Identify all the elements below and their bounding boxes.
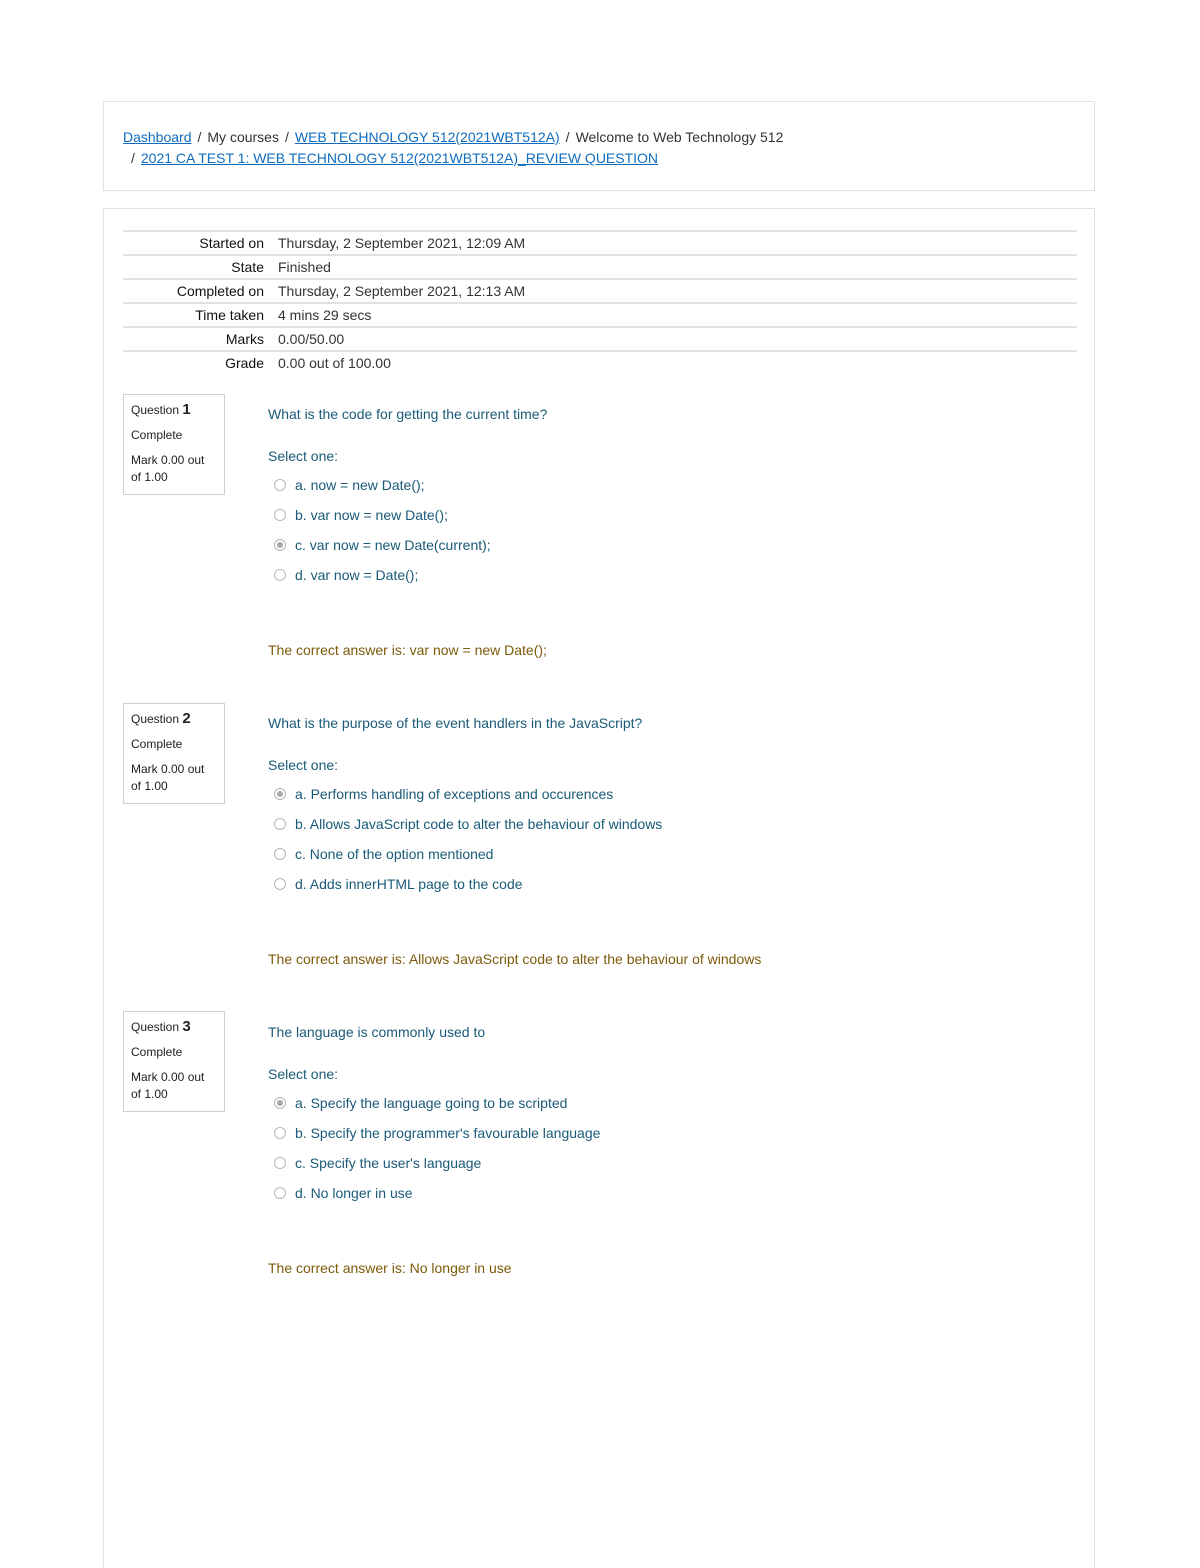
summary-label: State	[231, 259, 264, 275]
answer-options	[268, 470, 1068, 590]
answer-option[interactable]	[268, 809, 1068, 839]
option-label: b. Allows JavaScript code to alter the behaviour of windows	[295, 816, 663, 832]
question-number: Question 3	[131, 1018, 191, 1035]
option-label: b. var now = new Date();	[295, 507, 448, 523]
breadcrumb-dashboard-link[interactable]: Dashboard	[123, 129, 192, 145]
option-label: c. None of the option mentioned	[295, 846, 494, 862]
radio-button[interactable]	[274, 1157, 286, 1169]
option-label: d. var now = Date();	[295, 567, 419, 583]
breadcrumb-separator: /	[131, 150, 135, 166]
summary-label: Started on	[199, 235, 264, 251]
summary-label: Marks	[225, 331, 264, 347]
answer-options	[268, 779, 1068, 899]
attempt-summary-table	[123, 230, 1077, 374]
question-state: Complete	[131, 1045, 183, 1059]
select-one-prompt: Select one:	[268, 1066, 339, 1082]
summary-value: 4 mins 29 secs	[278, 307, 372, 323]
answer-option[interactable]	[268, 500, 1068, 530]
answer-options	[268, 1088, 1068, 1208]
question-info-2	[123, 703, 225, 804]
breadcrumb	[123, 129, 783, 145]
radio-button-selected[interactable]	[274, 1097, 286, 1109]
answer-option[interactable]	[268, 1148, 1068, 1178]
summary-value: Finished	[278, 259, 331, 275]
breadcrumb-quiz-link[interactable]: 2021 CA TEST 1: WEB TECHNOLOGY 512(2021WBT512A)_REVIEW QUESTION	[140, 150, 659, 166]
answer-option[interactable]	[268, 1118, 1068, 1148]
question-info-3	[123, 1011, 225, 1112]
correct-answer-feedback: The correct answer is: No longer in use	[268, 1260, 512, 1276]
breadcrumb-container	[103, 101, 1095, 191]
radio-button[interactable]	[274, 878, 286, 890]
breadcrumb-my-courses: My courses	[207, 129, 279, 145]
answer-option[interactable]	[268, 1088, 1068, 1118]
question-number: Question 1	[131, 401, 191, 418]
question-grade: Mark 0.00 out of 1.00	[131, 453, 205, 484]
correct-answer-feedback: The correct answer is: var now = new Date();	[268, 642, 547, 658]
breadcrumb-separator: /	[565, 129, 570, 145]
question-text: What is the code for getting the current time?	[268, 406, 548, 422]
summary-value: 0.00 out of 100.00	[278, 355, 391, 371]
answer-option[interactable]	[268, 779, 1068, 809]
breadcrumb-section: Welcome to Web Technology 512	[575, 129, 784, 145]
summary-value: 0.00/50.00	[278, 331, 345, 347]
option-label: d. No longer in use	[295, 1185, 413, 1201]
summary-row	[123, 351, 1077, 374]
radio-button-selected[interactable]	[274, 788, 286, 800]
answer-option[interactable]	[268, 530, 1068, 560]
radio-button[interactable]	[274, 509, 286, 521]
option-label: c. Specify the user's language	[295, 1155, 482, 1171]
option-label: a. now = new Date();	[295, 477, 425, 493]
radio-button[interactable]	[274, 848, 286, 860]
question-state: Complete	[131, 428, 183, 442]
question-text: What is the purpose of the event handlers in the JavaScript?	[268, 715, 643, 731]
breadcrumb-separator: /	[284, 129, 289, 145]
quiz-review-container	[103, 208, 1095, 1568]
radio-button[interactable]	[274, 569, 286, 581]
question-grade: Mark 0.00 out of 1.00	[131, 1070, 205, 1101]
breadcrumb-course-link[interactable]: WEB TECHNOLOGY 512(2021WBT512A)	[294, 129, 560, 145]
option-label: c. var now = new Date(current);	[295, 537, 491, 553]
summary-row	[123, 303, 1077, 327]
radio-button-selected[interactable]	[274, 539, 286, 551]
answer-option[interactable]	[268, 560, 1068, 590]
summary-label: Time taken	[195, 307, 264, 323]
question-number: Question 2	[131, 710, 191, 727]
summary-row	[123, 279, 1077, 303]
answer-option[interactable]	[268, 869, 1068, 899]
radio-button[interactable]	[274, 1127, 286, 1139]
question-info-1	[123, 394, 225, 495]
option-label: d. Adds innerHTML page to the code	[295, 876, 523, 892]
summary-value: Thursday, 2 September 2021, 12:09 AM	[278, 235, 526, 251]
summary-value: Thursday, 2 September 2021, 12:13 AM	[278, 283, 526, 299]
question-content-1	[268, 406, 1068, 658]
summary-label: Completed on	[176, 283, 264, 299]
summary-row	[123, 255, 1077, 279]
option-label: a. Specify the language going to be scripted	[295, 1095, 568, 1111]
question-text: The language is commonly used to	[268, 1024, 486, 1040]
summary-row	[123, 231, 1077, 255]
radio-button[interactable]	[274, 818, 286, 830]
question-content-2	[268, 715, 1068, 967]
select-one-prompt: Select one:	[268, 757, 339, 773]
correct-answer-feedback: The correct answer is: Allows JavaScript code to alter the behaviour of windows	[268, 951, 762, 967]
question-grade: Mark 0.00 out of 1.00	[131, 762, 205, 793]
question-state: Complete	[131, 737, 183, 751]
radio-button[interactable]	[274, 1187, 286, 1199]
radio-button[interactable]	[274, 479, 286, 491]
answer-option[interactable]	[268, 470, 1068, 500]
answer-option[interactable]	[268, 1178, 1068, 1208]
summary-row	[123, 327, 1077, 351]
question-content-3	[268, 1024, 1068, 1276]
select-one-prompt: Select one:	[268, 448, 339, 464]
option-label: a. Performs handling of exceptions and occurences	[295, 786, 614, 802]
option-label: b. Specify the programmer's favourable language	[295, 1125, 601, 1141]
breadcrumb-separator: /	[197, 129, 202, 145]
breadcrumb-second-line	[131, 150, 658, 166]
summary-label: Grade	[225, 355, 264, 371]
answer-option[interactable]	[268, 839, 1068, 869]
